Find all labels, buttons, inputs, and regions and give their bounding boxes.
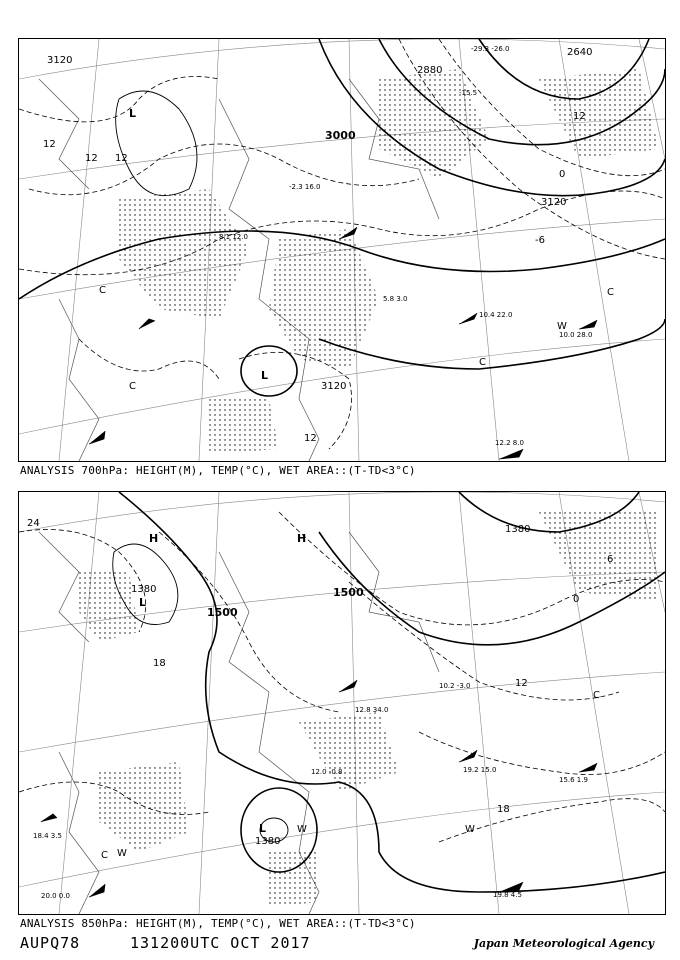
temp-label: 18 — [497, 804, 510, 815]
temp-label: -6 — [535, 235, 545, 246]
station-plot: 10.4 22.0 — [479, 311, 513, 319]
panel-caption-700hpa: ANALYSIS 700hPa: HEIGHT(M), TEMP(°C), WET AREA::(T-TD<3°C) — [20, 464, 416, 477]
low-center-symbol: L — [129, 107, 137, 120]
height-label-3120-e: 3120 — [541, 197, 567, 208]
agency-name: Japan Meteorological Agency — [473, 937, 654, 950]
station-plot: 20.0 0.0 — [41, 892, 70, 900]
low-center-symbol: L — [259, 822, 267, 835]
height-label-1380-ne: 1380 — [505, 524, 531, 535]
station-plot: 10.0 28.0 — [559, 331, 593, 339]
temp-label: 12 — [304, 433, 317, 444]
station-plot: 19.2 15.0 — [463, 766, 497, 774]
station-plot: -29.3 -26.0 — [471, 45, 510, 53]
station-plot: 12.2 8.0 — [495, 439, 524, 447]
cold-center-symbol: C — [99, 285, 106, 296]
temp-label: 12 — [43, 139, 56, 150]
temp-label: 24 — [27, 518, 40, 529]
map-panel-850hpa — [18, 491, 666, 915]
height-label-1380-s: 1380 — [255, 836, 281, 847]
warm-center-symbol: W — [465, 824, 475, 835]
cold-center-symbol: C — [607, 287, 614, 298]
wet-area-stipple — [119, 69, 659, 454]
height-label-3000: 3000 — [325, 129, 356, 142]
high-center-symbol: H — [149, 532, 159, 545]
station-plot: 10.2 -3.0 — [439, 682, 471, 690]
map-700hpa — [19, 39, 665, 461]
temp-label: 0 — [573, 594, 580, 605]
station-plot: 15.6 1.9 — [559, 776, 588, 784]
station-plot: 8.1 12.0 — [219, 233, 248, 241]
station-plot: -2.3 16.0 — [289, 183, 321, 191]
map-850hpa — [19, 492, 665, 914]
warm-center-symbol: W — [297, 824, 307, 835]
temp-label: 0 — [559, 169, 566, 180]
warm-center-symbol: W — [557, 321, 567, 332]
height-label-1500-w: 1500 — [207, 606, 238, 619]
panel-caption-850hpa: ANALYSIS 850hPa: HEIGHT(M), TEMP(°C), WET AREA::(T-TD<3°C) — [20, 917, 416, 930]
cold-center-symbol: C — [129, 381, 136, 392]
temp-label: 12 — [115, 153, 128, 164]
map-panel-700hpa — [18, 38, 666, 462]
low-center-symbol: L — [139, 596, 147, 609]
low-center-symbol: L — [261, 369, 269, 382]
station-plot: 12.0 -0.8 — [311, 768, 343, 776]
valid-time: 131200UTC OCT 2017 — [130, 934, 311, 952]
height-label-3120-nw: 3120 — [47, 55, 73, 66]
warm-center-symbol: W — [117, 848, 127, 859]
station-plot: 12.8 34.0 — [355, 706, 389, 714]
high-center-symbol: H — [297, 532, 307, 545]
temp-label: 6 — [607, 554, 614, 565]
station-plot: 19.8 4.5 — [493, 891, 522, 899]
product-code: AUPQ78 — [20, 934, 81, 952]
station-plot: -15.5 — [459, 89, 478, 97]
station-plot: 18.4 3.5 — [33, 832, 62, 840]
cold-center-symbol: C — [101, 850, 108, 861]
cold-center-symbol: C — [593, 690, 600, 701]
cold-center-symbol: C — [479, 357, 486, 368]
temp-label: 12 — [515, 678, 528, 689]
height-label-1500-c: 1500 — [333, 586, 364, 599]
temp-label: 18 — [153, 658, 166, 669]
height-label-2880: 2880 — [417, 65, 443, 76]
height-label-3120-s: 3120 — [321, 381, 347, 392]
temp-label: 12 — [85, 153, 98, 164]
height-label-2640: 2640 — [567, 47, 593, 58]
temp-label: 12 — [573, 111, 586, 122]
station-plot: 5.8 3.0 — [383, 295, 408, 303]
contour-low-west — [116, 91, 197, 196]
height-label-1380-nw: 1380 — [131, 584, 157, 595]
